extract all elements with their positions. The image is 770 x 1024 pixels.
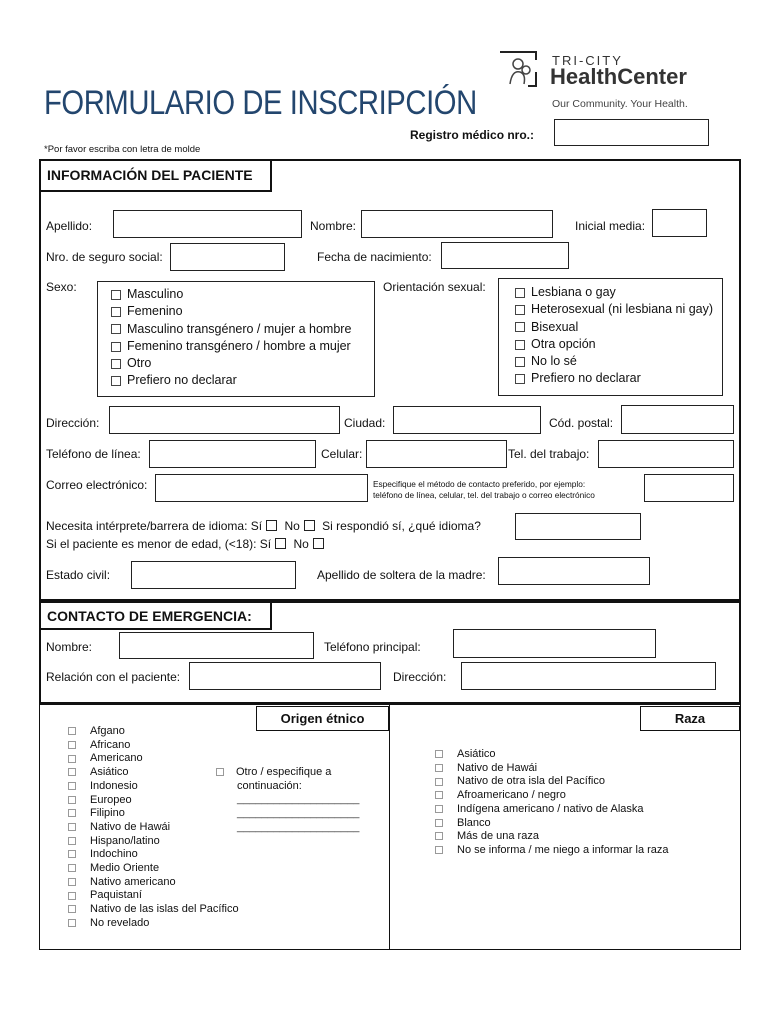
checkbox-icon[interactable] (111, 359, 121, 369)
zip-label: Cód. postal: (549, 416, 614, 430)
page-title: FORMULARIO DE INSCRIPCIÓN (44, 84, 477, 122)
checkbox-icon[interactable] (111, 342, 121, 352)
sex-option[interactable]: Otro (111, 355, 351, 372)
checkbox-icon[interactable] (68, 892, 76, 900)
checkbox-icon[interactable] (68, 809, 76, 817)
sex-option[interactable]: Masculino transgénero / mujer a hombre (111, 321, 351, 338)
ethnic-other-line[interactable]: ____________________ (237, 793, 360, 806)
ethnic-option[interactable]: Afgano (68, 725, 239, 739)
sex-options (111, 286, 351, 390)
ethnic-option[interactable]: Africano (68, 739, 239, 753)
race-option[interactable]: Afroamericano / negro (435, 789, 669, 803)
checkbox-icon[interactable] (68, 782, 76, 790)
minor-row (46, 537, 328, 551)
ethnic-origin-options (68, 725, 239, 931)
last-name-field[interactable] (113, 210, 302, 238)
cell-field[interactable] (366, 440, 507, 468)
marital-label: Estado civil: (46, 568, 111, 582)
race-options (435, 748, 669, 858)
ethnic-option[interactable]: Americano (68, 752, 239, 766)
checkbox-icon[interactable] (216, 768, 224, 776)
orientation-option[interactable]: Heterosexual (ni lesbiana ni gay) (515, 301, 713, 318)
patient-section-title: INFORMACIÓN DEL PACIENTE (39, 159, 272, 192)
checkbox-icon[interactable] (515, 374, 525, 384)
minor-no-checkbox[interactable] (313, 538, 324, 549)
race-option[interactable]: Nativo de otra isla del Pacífico (435, 775, 669, 789)
ssn-label: Nro. de seguro social: (46, 250, 163, 264)
ethnic-other-continued: continuación: (237, 779, 302, 792)
checkbox-icon[interactable] (111, 307, 121, 317)
ethnic-option[interactable]: Medio Oriente (68, 862, 239, 876)
race-option[interactable]: Blanco (435, 817, 669, 831)
interpreter-no-checkbox[interactable] (304, 520, 315, 531)
sex-option[interactable]: Femenino (111, 303, 351, 320)
sex-label: Sexo: (46, 280, 77, 294)
last-name-label: Apellido: (46, 219, 93, 233)
interpreter-row (46, 519, 481, 533)
ethnic-option[interactable]: No revelado (68, 917, 239, 931)
contact-note-line: Especifique el método de contacto preferido, por ejemplo: (373, 479, 586, 489)
ethnic-option[interactable]: Europeo (68, 794, 239, 808)
dob-field[interactable] (441, 242, 569, 269)
orientation-label: Orientación sexual: (383, 280, 486, 294)
checkbox-icon[interactable] (435, 819, 443, 827)
checkbox-icon[interactable] (68, 768, 76, 776)
checkbox-icon[interactable] (68, 919, 76, 927)
checkbox-icon[interactable] (68, 741, 76, 749)
checkbox-icon[interactable] (68, 878, 76, 886)
interpreter-question: Necesita intérprete/barrera de idioma: Sí (46, 519, 263, 533)
logo-line-2: HealthCenter (550, 64, 687, 89)
orientation-option[interactable]: Prefiero no declarar (515, 370, 713, 387)
checkbox-icon[interactable] (111, 376, 121, 386)
work-phone-field[interactable] (598, 440, 734, 468)
checkbox-icon[interactable] (68, 850, 76, 858)
ethnic-other (216, 766, 359, 835)
checkbox-icon[interactable] (435, 750, 443, 758)
interpreter-no-label: No (284, 519, 300, 533)
address-field[interactable] (109, 406, 340, 434)
address-label: Dirección: (46, 416, 100, 430)
checkbox-icon[interactable] (68, 864, 76, 872)
emergency-name-label: Nombre: (46, 640, 93, 654)
maiden-name-field[interactable] (498, 557, 650, 585)
checkbox-icon[interactable] (111, 290, 121, 300)
checkbox-icon[interactable] (435, 832, 443, 840)
ethnic-option[interactable]: Nativo americano (68, 876, 239, 890)
ethnic-option[interactable]: Nativo de Hawái (68, 821, 239, 835)
middle-initial-field[interactable] (652, 209, 707, 237)
orientation-option[interactable]: No lo sé (515, 353, 713, 370)
contact-method-note (373, 479, 595, 501)
race-option[interactable]: Nativo de Hawái (435, 762, 669, 776)
emergency-phone-field[interactable] (453, 629, 656, 658)
race-option[interactable]: Asiático (435, 748, 669, 762)
ethnic-option[interactable]: Indochino (68, 848, 239, 862)
city-field[interactable] (393, 406, 541, 434)
checkbox-icon[interactable] (515, 357, 525, 367)
checkbox-icon[interactable] (435, 805, 443, 813)
emergency-section-title: CONTACTO DE EMERGENCIA: (39, 601, 272, 630)
emergency-phone-label: Teléfono principal: (324, 640, 421, 654)
race-title: Raza (640, 706, 740, 731)
logo-tagline: Our Community. Your Health. (552, 98, 688, 110)
race-option[interactable]: No se informa / me niego a informar la raza (435, 844, 669, 858)
ethnic-option[interactable]: Filipino (68, 807, 239, 821)
first-name-label: Nombre: (310, 219, 357, 233)
checkbox-icon[interactable] (435, 778, 443, 786)
ethnic-option[interactable]: Nativo de las islas del Pacífico (68, 903, 239, 917)
record-number-field[interactable] (554, 119, 709, 146)
orientation-option[interactable]: Lesbiana o gay (515, 284, 713, 301)
ethnic-other-option[interactable]: Otro / especifique a (216, 766, 359, 780)
dob-label: Fecha de nacimiento: (317, 250, 432, 264)
interpreter-yes-checkbox[interactable] (266, 520, 277, 531)
checkbox-icon[interactable] (515, 322, 525, 332)
checkbox-icon[interactable] (435, 846, 443, 854)
orientation-option[interactable]: Bisexual (515, 319, 713, 336)
ethnic-option[interactable]: Paquistaní (68, 889, 239, 903)
emergency-address-field[interactable] (461, 662, 716, 690)
checkbox-icon[interactable] (68, 796, 76, 804)
checkbox-icon[interactable] (515, 305, 525, 315)
checkbox-icon[interactable] (515, 340, 525, 350)
health-center-logo-icon (498, 50, 546, 90)
minor-yes-checkbox[interactable] (275, 538, 286, 549)
sex-option[interactable]: Masculino (111, 286, 351, 303)
marital-field[interactable] (131, 561, 296, 589)
sex-option[interactable]: Prefiero no declarar (111, 372, 351, 389)
checkbox-icon[interactable] (515, 288, 525, 298)
landline-label: Teléfono de línea: (46, 447, 141, 461)
zip-field[interactable] (621, 405, 734, 434)
which-language-label: Si respondió sí, ¿qué idioma? (322, 519, 481, 533)
print-note: *Por favor escriba con letra de molde (44, 144, 201, 155)
minor-no-label: No (293, 537, 309, 551)
emergency-address-label: Dirección: (393, 670, 447, 684)
checkbox-icon[interactable] (68, 755, 76, 763)
ethnic-option[interactable]: Hispano/latino (68, 835, 239, 849)
checkbox-icon[interactable] (68, 837, 76, 845)
ethnic-option[interactable]: Indonesio (68, 780, 239, 794)
relationship-field[interactable] (189, 662, 381, 690)
minor-question: Si el paciente es menor de edad, (<18): Sí (46, 537, 272, 551)
relationship-label: Relación con el paciente: (46, 670, 181, 684)
race-option[interactable]: Indígena americano / nativo de Alaska (435, 803, 669, 817)
cell-label: Celular: (321, 447, 363, 461)
email-field[interactable] (155, 474, 368, 502)
landline-field[interactable] (149, 440, 316, 468)
checkbox-icon[interactable] (68, 823, 76, 831)
email-label: Correo electrónico: (46, 478, 148, 492)
language-field[interactable] (515, 513, 641, 540)
record-number-label: Registro médico nro.: (410, 128, 535, 142)
checkbox-icon[interactable] (435, 791, 443, 799)
ethnic-option[interactable]: Asiático (68, 766, 239, 780)
middle-initial-label: Inicial media: (575, 219, 646, 233)
ethnic-other-line[interactable]: ____________________ (237, 820, 360, 833)
maiden-name-label: Apellido de soltera de la madre: (317, 568, 486, 582)
orientation-option[interactable]: Otra opción (515, 336, 713, 353)
contact-note-line: teléfono de línea, celular, tel. del trabajo o correo electrónico (373, 490, 595, 500)
ssn-field[interactable] (170, 243, 285, 271)
ethnic-origin-title: Origen étnico (256, 706, 389, 731)
emergency-name-field[interactable] (119, 632, 314, 659)
logo-line-1: TRI-CITY (552, 53, 623, 68)
orientation-options (515, 284, 713, 388)
race-option[interactable]: Más de una raza (435, 830, 669, 844)
checkbox-icon[interactable] (435, 764, 443, 772)
checkbox-icon[interactable] (111, 324, 121, 334)
checkbox-icon[interactable] (68, 727, 76, 735)
sex-option[interactable]: Femenino transgénero / hombre a mujer (111, 338, 351, 355)
first-name-field[interactable] (361, 210, 553, 238)
work-phone-label: Tel. del trabajo: (508, 447, 590, 461)
contact-method-field[interactable] (644, 474, 734, 502)
city-label: Ciudad: (344, 416, 386, 430)
logo (498, 50, 718, 116)
checkbox-icon[interactable] (68, 905, 76, 913)
ethnic-other-line[interactable]: ____________________ (237, 807, 360, 820)
